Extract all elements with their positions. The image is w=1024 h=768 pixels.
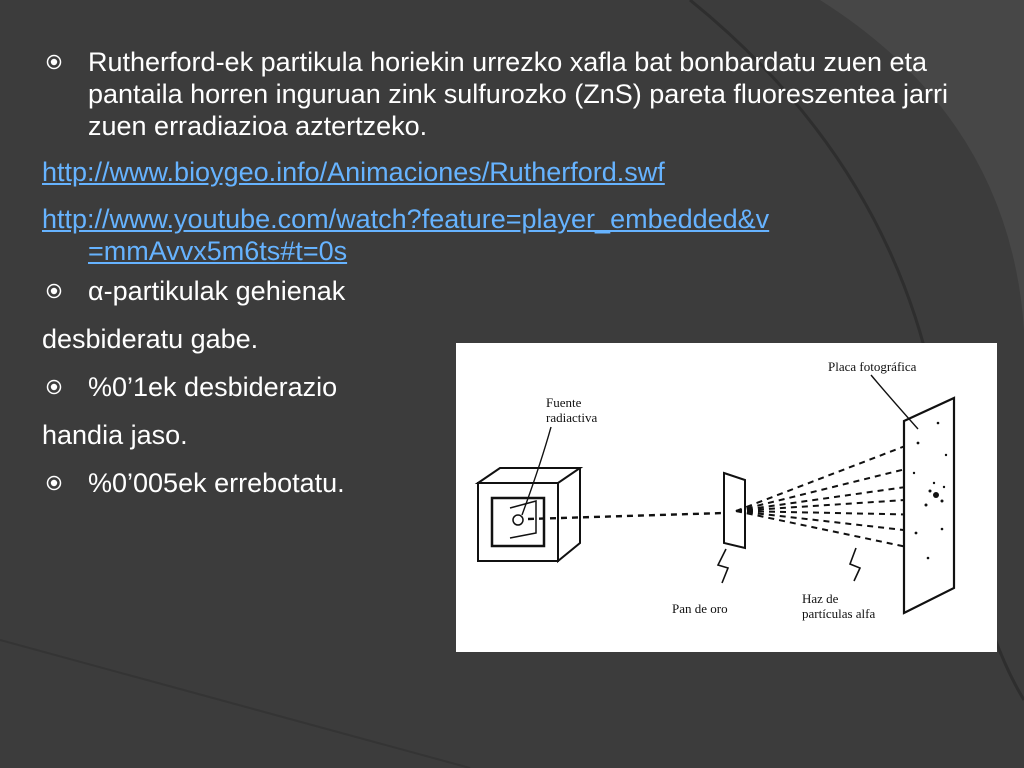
ring-bullet-icon xyxy=(46,475,62,491)
label-source xyxy=(546,395,597,425)
bullet-text-4: %0’005ek errebotatu. xyxy=(88,468,345,498)
ring-bullet-icon xyxy=(46,283,62,299)
radioactive-source-box xyxy=(478,468,580,561)
beam-pointer xyxy=(850,548,860,581)
bullet-text-2: -partikulak gehienak xyxy=(103,276,346,306)
label-source-line2: radiactiva xyxy=(546,410,598,425)
bullet-text-3: %0’1ek desbiderazio xyxy=(88,372,338,402)
bullet-item-1 xyxy=(42,46,972,142)
link-youtube[interactable] xyxy=(42,203,972,267)
label-source-line1: Fuente xyxy=(546,395,582,410)
rutherford-experiment-diagram xyxy=(456,343,997,652)
label-beam xyxy=(802,591,875,621)
bullet-text-1: Rutherford-ek partikula horiekin urrezko xafla bat bonbardatu zuen eta pantaila horren inguruan zink sulfurozko (ZnS) pareta fluoreszentea jarri zuen erradiazioa aztertzeko. xyxy=(88,47,948,141)
bullet-text-2-continuation: desbideratu gabe. xyxy=(42,324,259,354)
alpha-symbol: α xyxy=(88,276,104,306)
link-youtube-line2: =mmAvvx5m6ts#t=0s xyxy=(88,236,348,266)
ring-bullet-icon xyxy=(46,379,62,395)
bullet-text-3-continuation: handia jaso. xyxy=(42,420,188,450)
ring-bullet-icon xyxy=(46,54,62,70)
link-youtube-line1: http://www.youtube.com/watch?feature=player_embedded&v xyxy=(42,204,770,234)
bullet-item-2 xyxy=(42,275,972,307)
label-plate: Placa fotográfica xyxy=(828,359,917,374)
plate-pointer xyxy=(871,375,918,429)
label-beam-line2: partículas alfa xyxy=(802,606,876,621)
label-beam-line1: Haz de xyxy=(802,591,839,606)
link-bioygeo[interactable]: http://www.bioygeo.info/Animaciones/Rutherford.swf xyxy=(42,157,665,187)
photographic-plate xyxy=(904,398,954,613)
foil-pointer xyxy=(718,549,728,583)
label-gold-foil: Pan de oro xyxy=(672,601,728,616)
